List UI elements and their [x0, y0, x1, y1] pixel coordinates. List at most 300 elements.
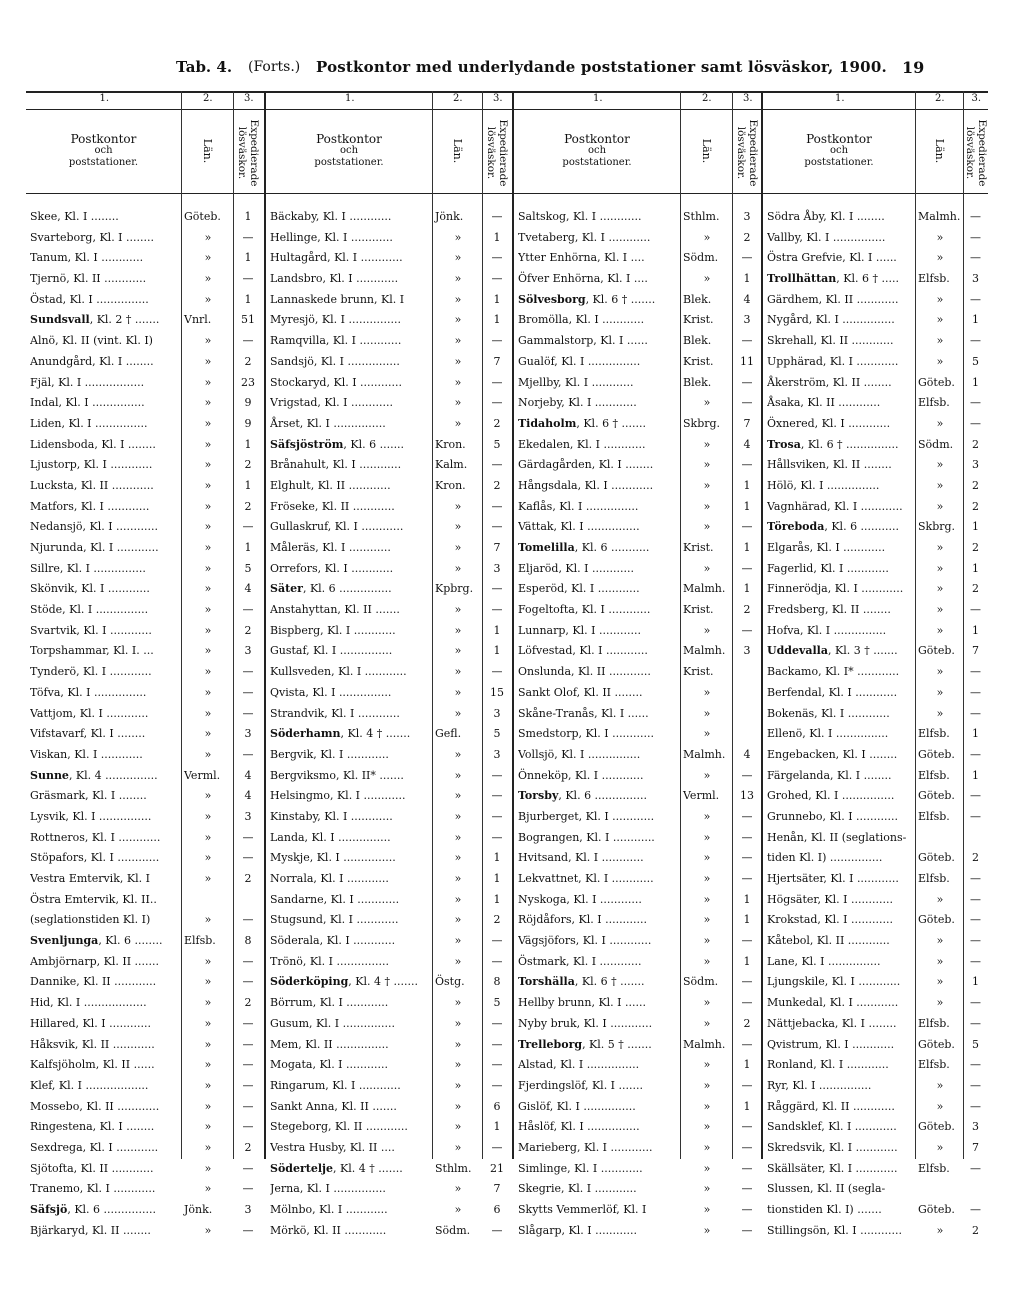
lan-cell: Göteb. — [918, 1120, 955, 1134]
table-row — [763, 910, 988, 931]
lösväskor-count: 2 — [244, 499, 252, 513]
lösväskor-count: 3 — [972, 458, 979, 472]
lan-header — [699, 121, 713, 181]
station-name: Skrehall, Kl. II ............ — [767, 334, 894, 348]
station-name: Sankt Olof, Kl. II ........ — [518, 685, 643, 699]
lan-label: Län. — [700, 138, 713, 164]
station-name: Tjernö, Kl. II ............ — [30, 272, 147, 286]
table-row — [514, 641, 762, 662]
station-name: Mem, Kl. II ............... — [270, 1037, 389, 1051]
lösväskor-count: 1 — [743, 272, 751, 286]
lan-cell: » — [703, 1058, 711, 1072]
lan-cell: » — [454, 416, 462, 430]
lan-cell: Göteb. — [918, 851, 955, 865]
station-name: Strandvik, Kl. I ............ — [270, 706, 400, 720]
station-name: Finnerödja, Kl. I ............ — [767, 582, 904, 596]
table-row — [266, 455, 512, 476]
lan-cell: » — [703, 437, 711, 451]
lan-cell: » — [936, 706, 944, 720]
station-name: Stugsund, Kl. I ............ — [270, 913, 399, 927]
lösväskor-count: — — [242, 685, 254, 699]
table-row — [266, 828, 512, 849]
lan-cell: » — [204, 230, 212, 244]
lan-cell: » — [454, 996, 462, 1010]
lan-cell: Göteb. — [918, 913, 955, 927]
station-name: Matfors, Kl. I ............ — [30, 499, 150, 513]
lösväskor-count: 8 — [244, 934, 252, 948]
page-header — [0, 58, 1024, 82]
lan-cell: » — [703, 1140, 711, 1154]
table-row — [514, 373, 762, 394]
lösväskor-count: 3 — [244, 644, 252, 658]
table-row — [514, 1159, 762, 1180]
station-name: Smedstorp, Kl. I ............ — [518, 727, 655, 741]
och-label: och — [829, 145, 849, 156]
post-office-name: Söderhamn — [270, 727, 341, 741]
lösväskor-count: — — [970, 210, 981, 223]
lösväskor-count: — — [242, 603, 254, 617]
table-row — [266, 1014, 512, 1035]
lösväskor-count: — — [491, 1078, 503, 1092]
lösväskor-count: — — [970, 396, 981, 410]
lan-cell: » — [936, 416, 944, 430]
lan-cell: » — [703, 872, 711, 885]
lösväskor-count: 1 — [972, 975, 979, 989]
station-name: Engebacken, Kl. I ........ — [767, 747, 898, 761]
expedierade-header — [734, 115, 760, 191]
station-name: Gammalstorp, Kl. I ...... — [518, 334, 648, 348]
lösväskor-count: — — [491, 520, 503, 534]
lan-cell: Elfsb. — [918, 872, 950, 885]
lan-label: Län. — [933, 138, 946, 164]
lösväskor-count: — — [491, 210, 503, 223]
lan-cell: » — [936, 230, 944, 244]
lösväskor-count: 1 — [972, 375, 979, 389]
lan-cell: » — [204, 582, 212, 596]
lan-cell: » — [204, 272, 212, 286]
lösväskor-count: 1 — [743, 892, 751, 906]
lösväskor-count: — — [741, 458, 753, 472]
station-name: Gärdagården, Kl. I ........ — [518, 458, 654, 472]
lösväskor-count: 5 — [244, 561, 252, 575]
table-row — [266, 745, 512, 766]
station-name: Södra Åby, Kl. I ........ — [767, 210, 885, 223]
lan-cell: » — [204, 499, 212, 513]
station-name: Ljungskile, Kl. I ............ — [767, 975, 901, 989]
lösväskor-count: — — [741, 623, 753, 637]
lösväskor-count: 2 — [972, 437, 979, 451]
table-row — [514, 331, 762, 352]
station-name: Njurunda, Kl. I ............ — [30, 541, 159, 554]
lösväskor-count: 1 — [743, 954, 751, 968]
expedierade-header — [484, 115, 510, 191]
table-row — [266, 910, 512, 931]
lan-cell: » — [454, 561, 462, 575]
lan-cell: » — [703, 1182, 711, 1196]
station-name: Viskan, Kl. I ............ — [30, 747, 143, 761]
lan-cell: » — [454, 603, 462, 617]
table-row — [763, 414, 988, 435]
station-name: Vrigstad, Kl. I ............ — [270, 396, 393, 410]
station-name: Qvistrum, Kl. I ............ — [767, 1037, 895, 1051]
table-row — [763, 641, 988, 662]
lan-cell: » — [454, 830, 462, 844]
table-row — [266, 786, 512, 807]
lösväskor-count: 1 — [743, 1058, 751, 1072]
lösväskor-count: — — [242, 1161, 254, 1175]
lan-cell: » — [204, 644, 212, 658]
table-row — [514, 517, 762, 538]
table-row — [763, 455, 988, 476]
table-row — [514, 704, 762, 725]
lan-cell: Verml. — [184, 768, 221, 782]
table-row — [763, 269, 988, 290]
table-row — [514, 228, 762, 249]
lösväskor-count: 9 — [244, 416, 252, 430]
table-row — [266, 890, 512, 911]
lan-cell: » — [204, 561, 212, 575]
station-name: Nyskoga, Kl. I ............ — [518, 892, 642, 906]
lan-cell: Elfsb. — [918, 272, 950, 286]
station-name: Håslöf, Kl. I ............... — [518, 1120, 640, 1134]
station-name: Uddevalla, Kl. 3 † ....... — [767, 644, 898, 658]
lösväskor-count: — — [491, 789, 503, 803]
lan-cell: Elfsb. — [918, 727, 950, 741]
station-name: Röjdåfors, Kl. I ............ — [518, 913, 648, 927]
table-row — [26, 910, 263, 931]
lan-cell: » — [703, 809, 711, 823]
station-name: Hångsdala, Kl. I ............ — [518, 478, 654, 492]
lösväskor-count: — — [970, 1203, 981, 1216]
table-row — [26, 621, 263, 642]
table-row — [763, 476, 988, 497]
station-name: Vättak, Kl. I ............... — [518, 520, 640, 534]
lösväskor-count: 2 — [743, 230, 751, 244]
table-row — [266, 1035, 512, 1056]
lösväskor-count: — — [970, 334, 981, 348]
station-name: Säter, Kl. 6 ............... — [270, 582, 392, 596]
lan-cell: » — [936, 561, 944, 575]
lösväskor-count: 3 — [743, 210, 751, 223]
table-row — [266, 207, 512, 228]
lan-cell: » — [204, 809, 212, 823]
lösväskor-count: — — [242, 913, 254, 927]
lösväskor-count: 5 — [493, 996, 501, 1010]
lan-cell: Göteb. — [184, 210, 221, 223]
table-row — [266, 621, 512, 642]
postkontor-label: Postkontor — [806, 132, 872, 146]
table-row — [763, 207, 988, 228]
station-name: Helsingmo, Kl. I ............ — [270, 789, 406, 803]
lan-cell: Kron. — [435, 478, 466, 492]
station-name: Hellinge, Kl. I ............ — [270, 230, 393, 244]
table-row — [763, 310, 988, 331]
lösväskor-count: 23 — [241, 375, 255, 389]
lösväskor-count: — — [491, 954, 503, 968]
lösväskor-count: 4 — [244, 582, 252, 596]
lan-cell: » — [204, 954, 212, 968]
post-office-name: Säfsjö — [30, 1203, 68, 1216]
lösväskor-count: — — [970, 665, 981, 679]
lan-cell: » — [204, 789, 212, 803]
lösväskor-count: 9 — [244, 396, 252, 410]
station-name: (seglationstiden Kl. I) — [30, 913, 151, 927]
station-name: Söderköping, Kl. 4 † ....... — [270, 975, 418, 989]
lösväskor-count: — — [491, 1037, 503, 1051]
table-row — [266, 476, 512, 497]
lan-cell: » — [204, 1058, 212, 1072]
lösväskor-count: 2 — [972, 1223, 979, 1237]
station-name: Gräsmark, Kl. I ........ — [30, 789, 147, 803]
table-row — [266, 662, 512, 683]
table-row — [266, 683, 512, 704]
lösväskor-count: 3 — [493, 561, 501, 575]
station-name: Tranemo, Kl. I ............ — [30, 1182, 156, 1196]
lösväskor-count: — — [242, 1120, 254, 1134]
lan-cell: Elfsb. — [184, 934, 216, 948]
station-name: Vestra Emtervik, Kl. I — [30, 872, 150, 885]
lösväskor-count: — — [970, 1016, 981, 1030]
lösväskor-count: — — [242, 851, 254, 865]
lan-cell: » — [454, 541, 462, 554]
table-row — [26, 931, 263, 952]
lösväskor-count: 1 — [743, 499, 751, 513]
station-name: Bergviksmo, Kl. II* ....... — [270, 768, 404, 782]
table-row — [763, 1117, 988, 1138]
lösväskor-count: 1 — [493, 292, 501, 306]
table-row — [763, 1097, 988, 1118]
station-name: Söderhamn, Kl. 4 † ....... — [270, 727, 411, 741]
table-row — [26, 579, 263, 600]
column-number: 3. — [244, 93, 254, 104]
lan-cell: » — [703, 727, 711, 741]
station-name: Tidaholm, Kl. 6 † ....... — [518, 416, 647, 430]
lan-cell: Kalm. — [435, 458, 468, 472]
table-row — [26, 890, 263, 911]
station-name: Landa, Kl. I ............... — [270, 830, 391, 844]
station-name: Trelleborg, Kl. 5 † ....... — [518, 1037, 652, 1051]
station-name: Östad, Kl. I ............... — [30, 292, 149, 306]
station-name: Löfvestad, Kl. I ............ — [518, 644, 648, 658]
table-row — [266, 310, 512, 331]
lan-cell: Göteb. — [918, 789, 955, 803]
lösväskor-count: — — [491, 334, 503, 348]
lan-cell: » — [454, 272, 462, 286]
lan-cell: » — [703, 561, 711, 575]
station-name: Skällsäter, Kl. I ............ — [767, 1161, 898, 1175]
station-name: Bograngen, Kl. I ............ — [518, 830, 655, 844]
table-row — [26, 228, 263, 249]
lan-cell: » — [204, 1099, 212, 1113]
lan-cell: » — [936, 292, 944, 306]
lan-label: Län. — [201, 138, 214, 164]
table-row — [266, 579, 512, 600]
lösväskor-count: — — [242, 1182, 254, 1196]
table-row — [266, 1055, 512, 1076]
lösväskor-count: — — [491, 934, 503, 948]
table-row — [26, 766, 263, 787]
lösväskor-count: 1 — [493, 1120, 501, 1134]
lan-cell: » — [454, 334, 462, 348]
lösväskor-count: 3 — [972, 1120, 979, 1134]
lan-cell: » — [204, 292, 212, 306]
table-row — [763, 1221, 988, 1242]
table-row — [763, 538, 988, 559]
lan-cell: » — [703, 272, 711, 286]
station-name: Skytts Vemmerlöf, Kl. I — [518, 1203, 647, 1216]
lösväskor-count: — — [741, 975, 753, 989]
station-name: Kaflås, Kl. I ............... — [518, 499, 639, 513]
lösväskor-count: 2 — [972, 478, 979, 492]
table-row — [26, 1097, 263, 1118]
lan-cell: » — [454, 1140, 462, 1154]
lösväskor-count: — — [491, 768, 503, 782]
lan-cell: » — [454, 872, 462, 885]
station-name: Tynderö, Kl. I ............ — [30, 665, 152, 679]
lan-cell: Krist. — [683, 354, 714, 368]
station-name: Åsaka, Kl. II ............ — [767, 396, 881, 410]
column-number: 3. — [493, 93, 503, 104]
lösväskor-count: — — [741, 375, 753, 389]
station-name: Saltskog, Kl. I ............ — [518, 210, 642, 223]
station-name: Säfsjö, Kl. 6 ............... — [30, 1203, 156, 1216]
lan-cell: Gefl. — [435, 727, 462, 741]
station-name: Krokstad, Kl. I ............ — [767, 913, 893, 927]
lan-cell: » — [204, 1161, 212, 1175]
postkontor-label: Postkontor — [70, 132, 137, 146]
lösväskor-count: 2 — [244, 458, 252, 472]
lan-cell: » — [204, 541, 212, 554]
lan-cell: » — [454, 685, 462, 699]
station-name: Nättjebacka, Kl. I ........ — [767, 1016, 897, 1030]
lan-cell: » — [454, 934, 462, 948]
station-name: Sölvesborg, Kl. 6 † ....... — [518, 292, 656, 306]
table-row — [266, 600, 512, 621]
table-row — [266, 724, 512, 745]
lan-cell: Södm. — [435, 1223, 471, 1237]
table-row — [26, 1076, 263, 1097]
lösväskor-count: — — [491, 1016, 503, 1030]
lösväskor-count: 3 — [493, 706, 501, 720]
row-list — [266, 207, 512, 1241]
lösväskor-count: — — [970, 706, 981, 720]
station-name: Ellenö, Kl. I ............... — [767, 727, 889, 741]
lan-cell: » — [454, 913, 462, 927]
lan-cell: » — [204, 665, 212, 679]
lan-cell: » — [454, 851, 462, 865]
poststationer-label: poststationer. — [804, 157, 874, 168]
lösväskor-count: — — [741, 561, 753, 575]
lan-cell: Elfsb. — [918, 1016, 950, 1030]
och-label: och — [339, 145, 359, 156]
table-row — [26, 538, 263, 559]
post-office-name: Sölvesborg — [518, 292, 586, 306]
lan-cell: » — [454, 809, 462, 823]
table-row — [514, 455, 762, 476]
lan-cell: » — [936, 665, 944, 679]
lösväskor-count: 4 — [743, 292, 751, 306]
lan-cell: » — [936, 996, 944, 1010]
lan-cell: » — [454, 1037, 462, 1051]
lan-label: Län. — [451, 138, 464, 164]
station-name: Anstahyttan, Kl. II ....... — [270, 603, 400, 617]
lösväskor-count: — — [242, 975, 254, 989]
lan-cell: Vnrl. — [184, 313, 212, 327]
lan-cell: Skbrg. — [918, 520, 956, 534]
station-name: Torpshammar, Kl. I. ... — [30, 644, 154, 658]
lösväskor-count: — — [242, 1099, 254, 1113]
lösväskor-count: — — [741, 830, 753, 844]
lösväskor-count: 8 — [493, 975, 501, 989]
post-office-name: Töreboda — [767, 520, 825, 534]
post-office-name: Södertelje — [270, 1161, 334, 1175]
table-row — [763, 869, 988, 890]
lösväskor-count: — — [491, 396, 503, 410]
table-row — [26, 1200, 263, 1221]
lösväskor-count: — — [491, 1140, 503, 1154]
lan-cell: Elfsb. — [918, 768, 950, 782]
station-name: Lucksta, Kl. II ............ — [30, 478, 154, 492]
lösväskor-count: 51 — [241, 313, 255, 327]
lösväskor-count: 1 — [743, 582, 751, 596]
continued-note: (Forts.) — [248, 59, 301, 75]
station-name: Mossebo, Kl. II ............ — [30, 1099, 160, 1113]
lan-cell: » — [204, 1078, 212, 1092]
station-name: Grohed, Kl. I ............... — [767, 789, 895, 803]
table-row — [514, 414, 762, 435]
station-name: Dannike, Kl. II ............ — [30, 975, 157, 989]
table-row — [763, 393, 988, 414]
station-name: Bäckaby, Kl. I ............ — [270, 210, 392, 223]
station-name: Gusum, Kl. I ............... — [270, 1016, 396, 1030]
station-name: Nedansjö, Kl. I ............ — [30, 520, 159, 534]
lan-cell: » — [204, 1182, 212, 1196]
station-name: Hållsviken, Kl. II ........ — [767, 458, 892, 472]
lan-cell: Krist. — [683, 603, 714, 617]
row-list — [514, 207, 762, 1241]
post-office-name: Uddevalla — [767, 644, 828, 658]
lösväskor-count: 1 — [493, 872, 501, 885]
lan-cell: » — [936, 458, 944, 472]
lösväskor-count: 3 — [743, 313, 751, 327]
lan-cell: » — [936, 685, 944, 699]
post-office-name: Torsby — [518, 789, 559, 803]
lan-cell: » — [204, 706, 212, 720]
station-name: Hjertsäter, Kl. I ............ — [767, 872, 899, 885]
station-name: Vestra Husby, Kl. II .... — [270, 1140, 395, 1154]
lan-cell: » — [204, 251, 212, 265]
table-row — [514, 745, 762, 766]
lösväskor-count: 7 — [493, 541, 501, 554]
station-name: Årset, Kl. I ............... — [270, 416, 386, 430]
table-row — [763, 724, 988, 745]
table-row — [514, 848, 762, 869]
lösväskor-count: — — [242, 1037, 254, 1051]
station-name: Elghult, Kl. II ............ — [270, 478, 391, 492]
station-name: Anundgård, Kl. I ........ — [30, 354, 154, 368]
table-row — [26, 497, 263, 518]
lösväskor-count: — — [970, 1099, 981, 1113]
lösväskor-count: — — [491, 272, 503, 286]
station-name: Munkedal, Kl. I ............ — [767, 996, 899, 1010]
column-block-2 — [266, 91, 512, 1237]
lan-cell: Östg. — [435, 975, 465, 989]
table-row — [26, 869, 263, 890]
lösväskor-count: 1 — [493, 623, 501, 637]
lan-cell: » — [204, 996, 212, 1010]
table-row — [26, 662, 263, 683]
table-row — [26, 559, 263, 580]
